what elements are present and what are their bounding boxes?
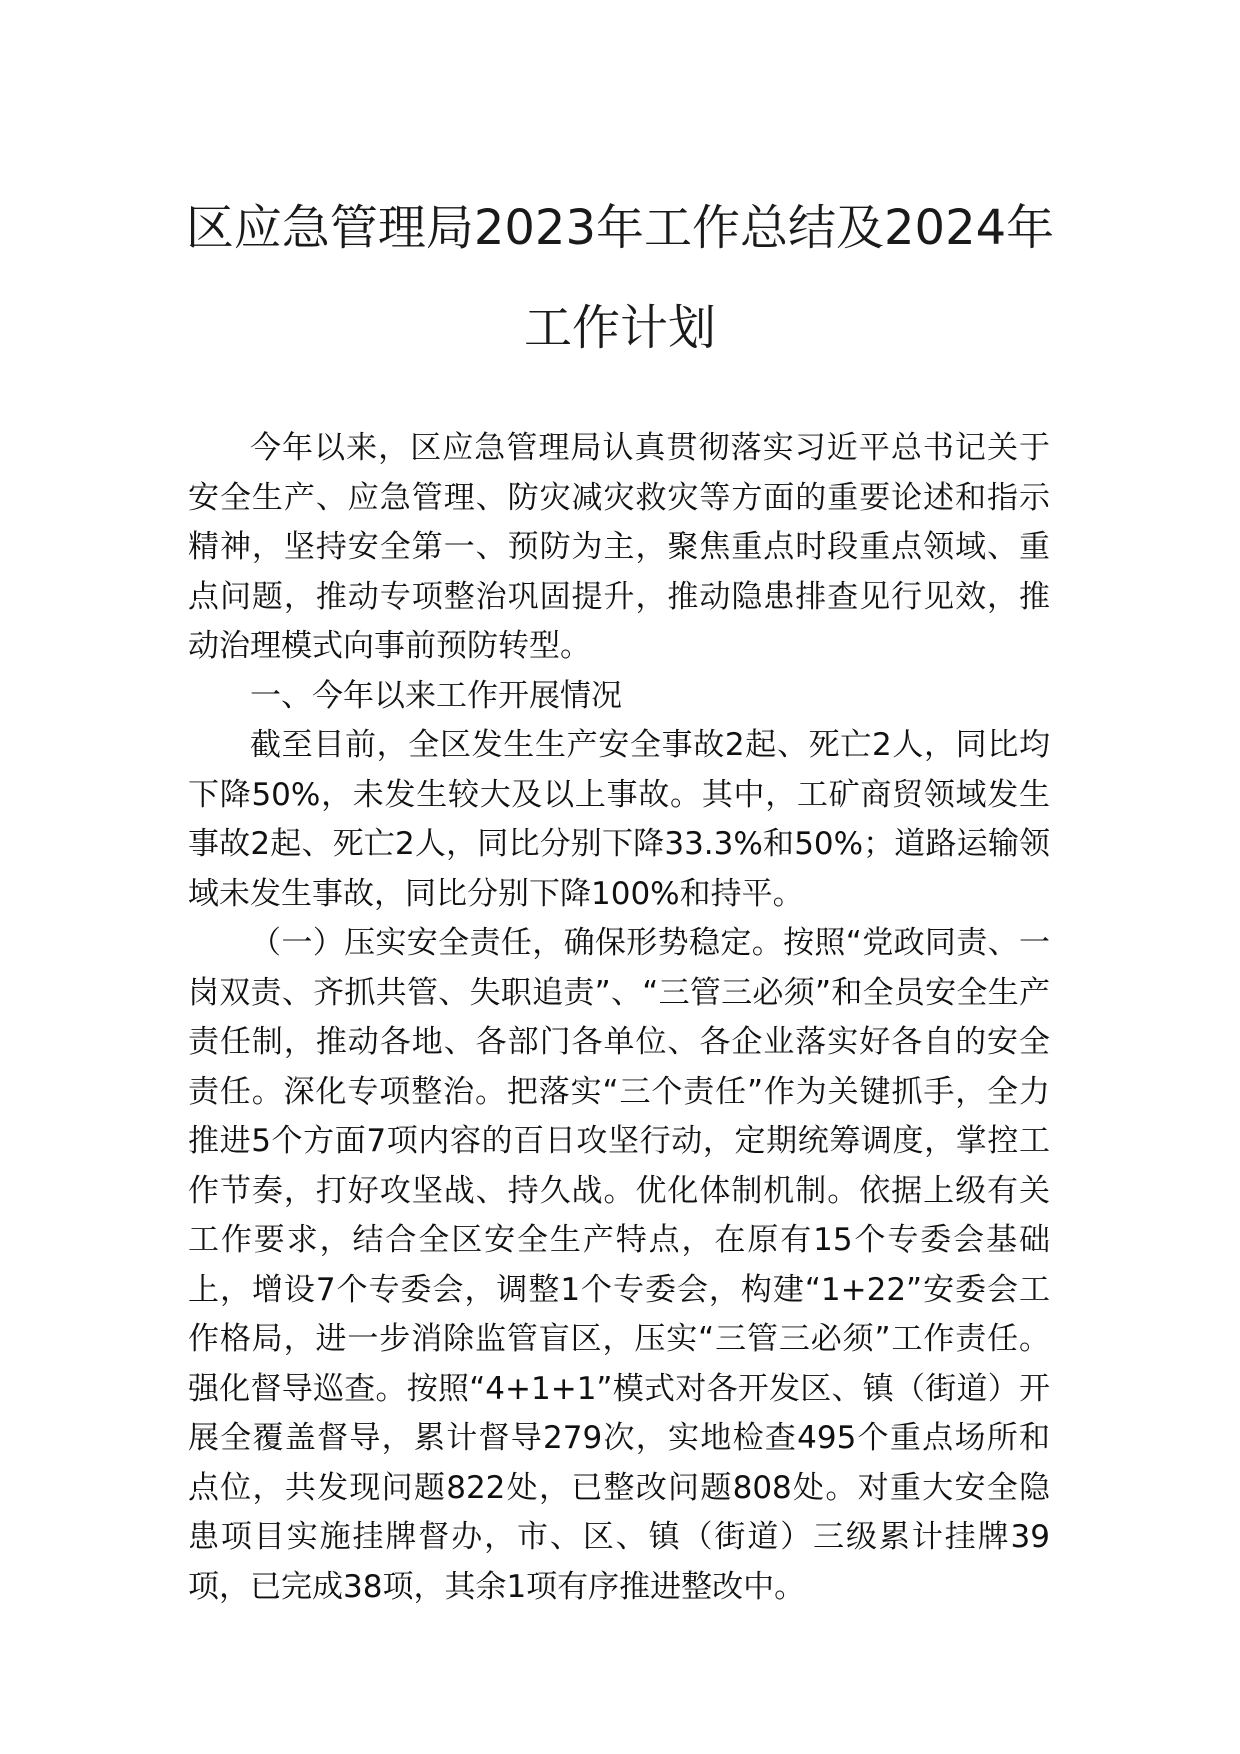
statistics-paragraph: 截至目前，全区发生生产安全事故2起、死亡2人，同比均下降50%，未发生较大及以上事故。其中，工矿商贸领域发生事故2起、死亡2人，同比分别下降33.3%和50%；道路运输领域未发生事故，同比分别下降100%和持平。 <box>188 727 1050 912</box>
document-body <box>188 424 1050 1612</box>
section-heading: 一、今年以来工作开展情况 <box>250 677 622 714</box>
document-title: 区应急管理局2023年工作总结及2024年工作计划 <box>185 200 1055 356</box>
responsibility-paragraph: （一）压实安全责任，确保形势稳定。按照“党政同责、一岗双责、齐抓共管、失职追责”、“三管三必须”和全员安全生产责任制，推动各地、各部门各单位、各企业落实好各自的安全责任。深化专项整治。把落实“三个责任”作为关键抓手，全力推进5个方面7项内容的百日攻坚行动，定期统筹调度，掌控工作节奏，打好攻坚战、持久战。优化体制机制。依据上级有关工作要求，结合全区安全生产特点，在原有15个专委会基础上，增设7个专委会，调整1个专委会，构建“1+22”安委会工作格局，进一步消除监管盲区，压实“三管三必须”工作责任。强化督导巡查。按照“4+1+1”模式对各开发区、镇（街道）开展全覆盖督导，累计督导279次，实地检查495个重点场所和点位，共发现问题822处，已整改问题808处。对重大安全隐患项目实施挂牌督办，市、区、镇（街道）三级累计挂牌39项，已完成38项，其余1项有序推进整改中。 <box>188 925 1050 1605</box>
intro-paragraph: 今年以来，区应急管理局认真贯彻落实习近平总书记关于安全生产、应急管理、防灾减灾救灾等方面的重要论述和指示精神，坚持安全第一、预防为主，聚焦重点时段重点领域、重点问题，推动专项整治巩固提升，推动隐患排查见行见效，推动治理模式向事前预防转型。 <box>188 430 1050 664</box>
